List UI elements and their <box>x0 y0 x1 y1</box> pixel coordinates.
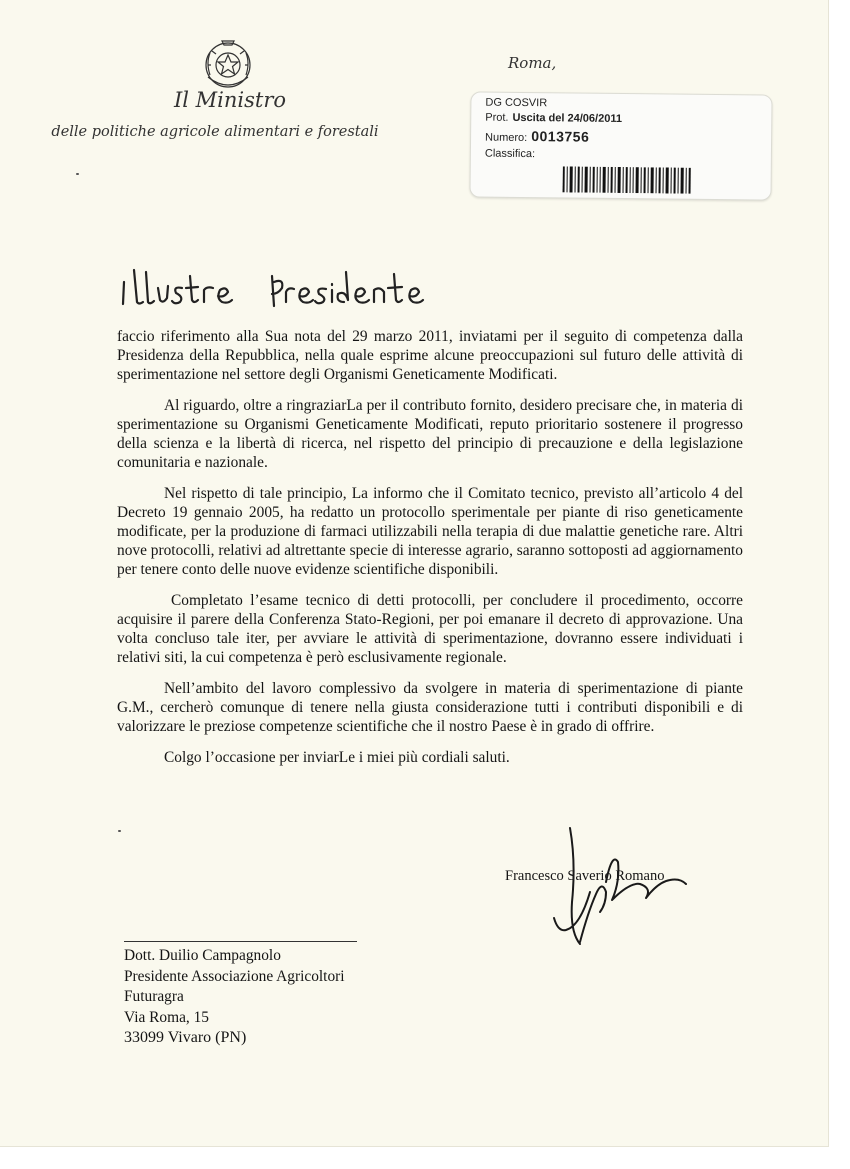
paragraph-4: Completato l’esame tecnico di detti protocolli, per concludere il procedimento, occorre acquisire il parere della Conferenza Stato-Regioni, per poi emanare il decreto di approvazione. Una volta concluso tale iter, per avviare le attività di sperimentazione, dovranno essere individuati i relativi siti, la cui competenza è però esclusivamente regionale. <box>117 592 743 666</box>
closing-line: Colgo l’occasione per inviarLe i miei più cordiali saluti. <box>164 749 510 766</box>
handwritten-salutation <box>110 258 470 314</box>
paragraph-3: Nel rispetto di tale principio, La informo che il Comitato tecnico, previsto all’articolo 4 del Decreto 19 gennaio 2005, ha redatto un protocollo sperimentale per piante di riso geneticamente modificate, per la produzione di farmaci utilizzabili nella terapia di due malattie genetiche rare. Altri nove protocolli, relativi ad altrettante specie di interesse agrario, saranno sottoposti ad aggiornamento per tenere conto delle nuove evidenze scientifiche disponibili. <box>117 485 743 578</box>
protocol-stamp <box>469 91 772 200</box>
recipient-street: Via Roma, 15 <box>124 1008 209 1026</box>
stamp-number-value: 0013756 <box>531 128 590 145</box>
letter-city: Roma, <box>508 54 557 72</box>
handwritten-signature <box>540 822 700 952</box>
paragraph-2: Al riguardo, oltre a ringraziarLa per il contributo fornito, desidero precisare che, in materia di sperimentazione su Organismi Geneticamente Modificati, reputo prioritario sostenere il progresso della scienza e la libertà di ricerca, nel rispetto del principio di precauzione e della legislazione comunitaria e nazionale. <box>117 397 743 471</box>
stamp-number-label: Numero: <box>485 131 528 145</box>
stamp-number-row <box>485 128 589 145</box>
recipient-organization: Futuragra <box>124 988 184 1005</box>
paragraph-1: faccio riferimento alla Sua nota del 29 marzo 2011, inviatami per il seguito di competenza dalla Presidenza della Repubblica, nella quale esprime alcune preoccupazioni sul futuro delle attività di sperimentazione nel settore degli Organismi Geneticamente Modificati. <box>117 328 743 383</box>
recipient-city: 33099 Vivaro (PN) <box>124 1029 247 1046</box>
barcode <box>563 166 693 193</box>
paper-speck <box>118 830 121 832</box>
recipient-name: Dott. Duilio Campagnolo <box>124 947 281 964</box>
letter-body <box>117 327 743 779</box>
ministry-name: delle politiche agricole alimentari e forestali <box>51 124 379 140</box>
paragraph-5: Nell’ambito del lavoro complessivo da svolgere in materia di sperimentazione di piante G.M., cercherò comunque di tenere nella giusta considerazione tutti i contributi disponibili e di valorizzare le preziose competenze scientifiche che il nostro Paese è in grado di offrire. <box>117 680 743 735</box>
recipient-address <box>124 946 345 1049</box>
stamp-prot-label: Prot. <box>485 111 509 124</box>
address-separator <box>124 941 357 942</box>
italian-republic-emblem <box>198 33 258 93</box>
recipient-role: Presidente Associazione Agricoltori <box>124 967 345 985</box>
signer-name: Francesco Saverio Romano <box>505 868 665 884</box>
stamp-classifica-label: Classifica: <box>484 147 536 161</box>
stamp-office: DG COSVIR <box>485 96 548 110</box>
minister-title: Il Ministro <box>173 88 287 112</box>
paper-speck <box>76 173 79 175</box>
stamp-protocol-row <box>485 112 622 125</box>
stamp-prot-value: Uscita del 24/06/2011 <box>512 111 623 126</box>
